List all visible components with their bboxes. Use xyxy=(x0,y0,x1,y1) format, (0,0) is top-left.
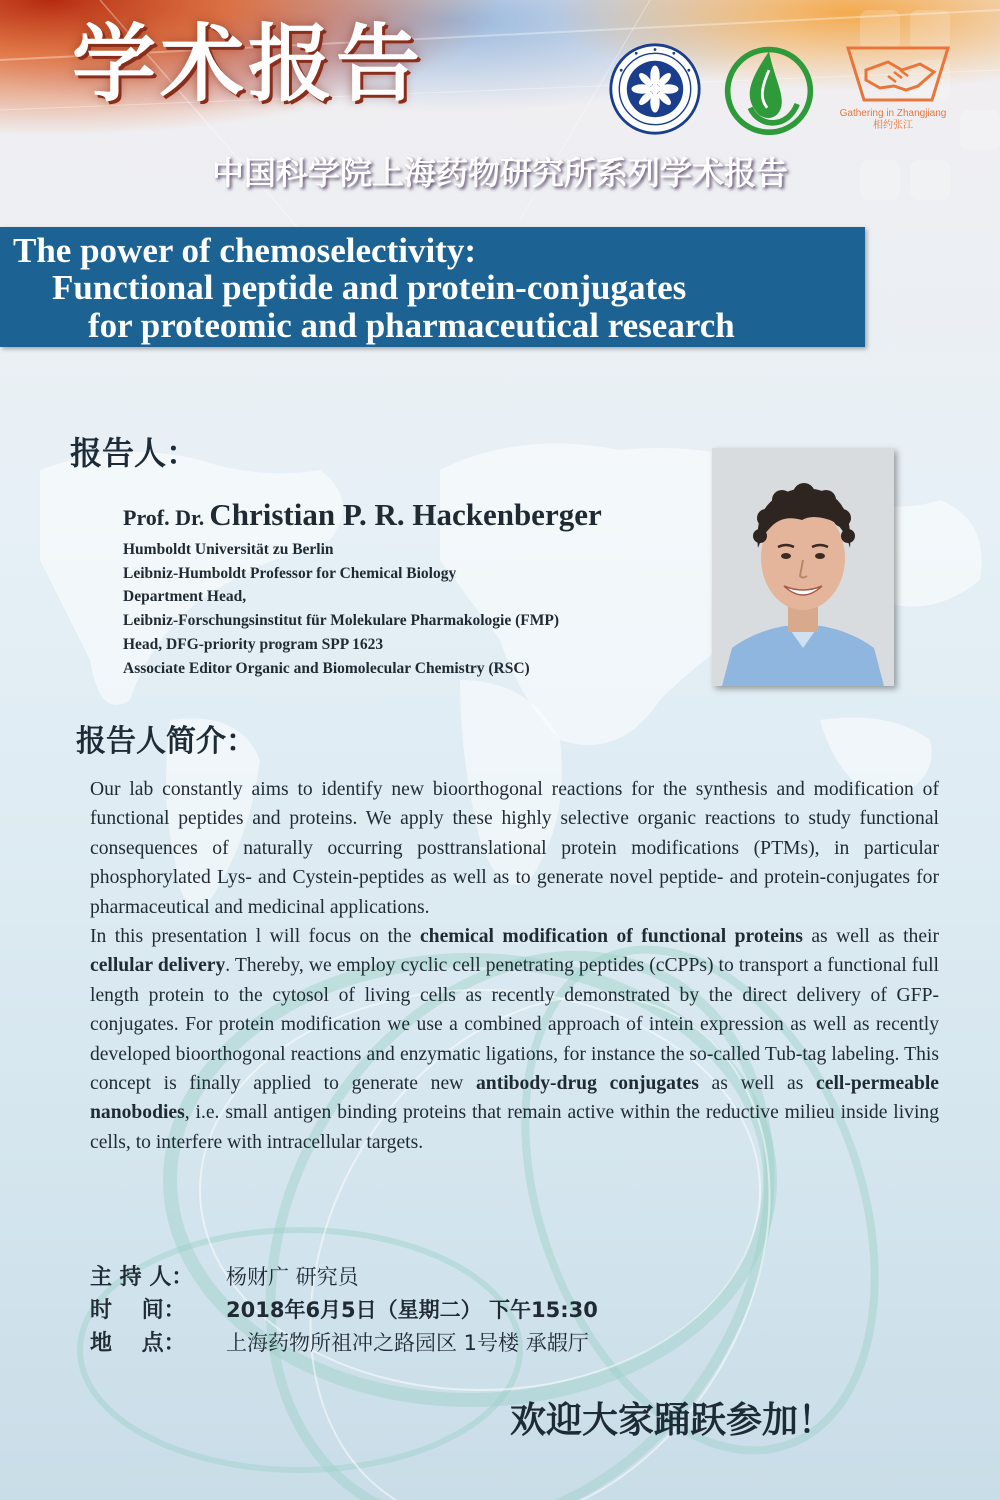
affiliation-line: Leibniz-Humboldt Professor for Chemical Biology xyxy=(123,564,457,582)
cas-emblem-icon xyxy=(608,42,702,136)
speaker-name-line xyxy=(123,497,602,533)
speaker-portrait-icon xyxy=(712,448,894,686)
time-label: 时 间： xyxy=(90,1298,186,1323)
logo-caption-cn: 相约张江 xyxy=(873,120,913,131)
handshake-logo-icon xyxy=(836,40,960,110)
speaker-name: Christian P. R. Hackenberger xyxy=(209,497,602,532)
host-row xyxy=(90,1260,359,1291)
bio-text-span: as well as xyxy=(698,1073,817,1095)
affiliation-line: Humboldt Universität zu Berlin xyxy=(123,541,334,558)
logo-caption-en: Gathering in Zhangjiang xyxy=(839,108,947,119)
talk-title-line-2: Functional peptide and protein-conjugates xyxy=(52,268,687,307)
bio-paragraph-2 xyxy=(90,922,939,1157)
speaker-affiliations xyxy=(123,538,683,680)
affiliation-line: Head, DFG-priority program SPP 1623 xyxy=(123,635,384,653)
time-row xyxy=(90,1293,598,1324)
time-value: 2018年6月5日（星期二） 下午15:30 xyxy=(226,1298,598,1322)
bio-emphasis: cell-permeable nanobodies xyxy=(90,1073,939,1124)
speaker-title-prefix: Prof. Dr. xyxy=(123,505,205,530)
bio-text xyxy=(90,775,939,1157)
speaker-heading: 报告人： xyxy=(70,434,199,472)
welcome-message: 欢迎大家踊跃参加！ xyxy=(510,1400,835,1441)
bio-paragraph-1: Our lab constantly aims to identify new bioorthogonal reactions for the synthesis and modification of functional peptides and proteins. We apply these highly selective organic reactions to study functional consequences of naturally occurring posttranslational protein modifications (PTMs), in particular phosphorylated Lys- and Cystein-peptides as well as to generate novel peptide- and protein-conjugates for pharmaceutical and medicinal applications. xyxy=(90,779,939,918)
affiliation-line: Department Head, xyxy=(123,588,247,606)
place-value: 上海药物所祖冲之路园区 1号楼 承嘏厅 xyxy=(226,1331,589,1355)
place-label: 地 点： xyxy=(90,1331,186,1356)
poster-subtitle: 中国科学院上海药物研究所系列学术报告 xyxy=(211,154,788,192)
bio-emphasis: cellular delivery xyxy=(90,955,226,977)
talk-title-line-1: The power of chemoselectivity: xyxy=(13,231,476,270)
host-value: 杨财广 研究员 xyxy=(226,1265,359,1289)
host-label: 主 持 人： xyxy=(90,1265,194,1290)
bio-text-span: . Thereby, we employ cyclic cell penetrating peptides (cCPPs) to transport a functional full length protein to the cytosol of living cells as recently demonstrated by the direct delivery of GFP-conjugates. For protein modification we use a combined approach of intein expression as well as recently developed bioorthogonal reactions and enzymatic ligations, for instance the so-called Tub-tag labeling. This concept is finally applied to generate new xyxy=(90,955,939,1095)
affiliation-line: Associate Editor Organic and Biomolecular Chemistry (RSC) xyxy=(123,659,530,677)
bio-text-span: as well as their xyxy=(802,926,939,948)
bio-heading: 报告人简介： xyxy=(76,724,256,759)
talk-title-line-3: for proteomic and pharmaceutical research xyxy=(88,306,735,345)
talk-title-band xyxy=(0,227,865,347)
affiliation-line: Leibniz-Forschungsinstitut für Molekulare Pharmakologie (FMP) xyxy=(123,612,559,630)
poster-main-title: 学术报告 xyxy=(72,15,425,113)
bio-text-span: , i.e. small antigen binding proteins that remain active within the reductive milieu inside living cells, to interfere with intracellular targets. xyxy=(90,1102,939,1153)
simm-leaf-logo-icon xyxy=(722,42,816,136)
bio-text-span: In this presentation l will focus on the xyxy=(90,926,420,948)
logo-caption xyxy=(818,108,968,132)
bio-emphasis: chemical modification of functional proteins xyxy=(419,926,803,948)
place-row xyxy=(90,1326,589,1357)
bio-emphasis: antibody-drug conjugates xyxy=(476,1073,699,1095)
